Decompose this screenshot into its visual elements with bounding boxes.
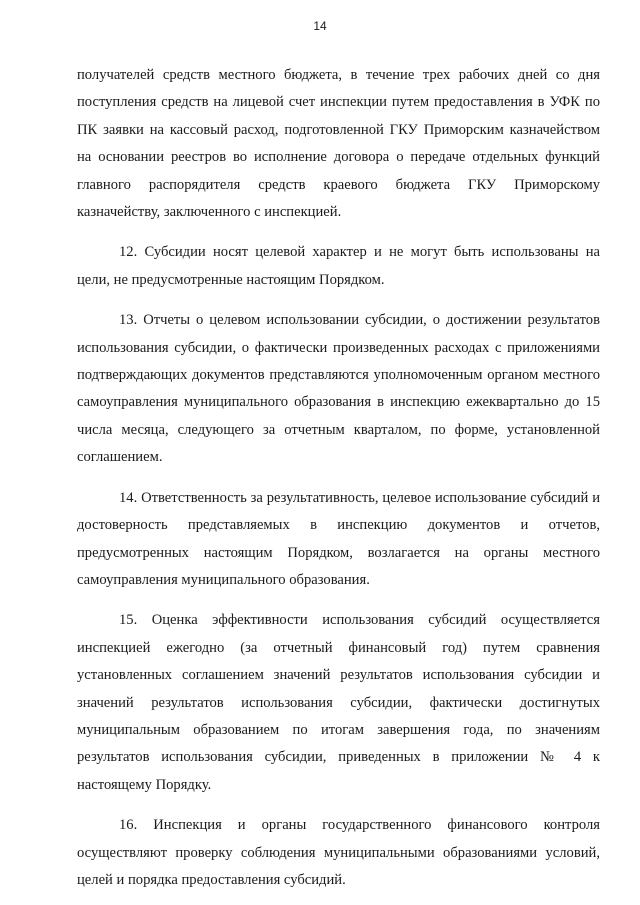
paragraph-13: 13. Отчеты о целевом использовании субсидии, о достижении результатов использования субсидии, о фактически произведенных расходах с приложениями подтверждающих документов представляются уполномоченным органом местного самоуправления муниципального образования в инспекцию ежеквартально до 15 числа месяца, следующего за отчетным кварталом, по форме, установленной соглашением. bbox=[77, 312, 600, 466]
document-body bbox=[77, 62, 600, 894]
page-number: 14 bbox=[313, 19, 327, 33]
paragraph-15: 15. Оценка эффективности использования субсидий осуществляется инспекцией ежегодно (за отчетный финансовый год) путем сравнения установленных соглашением значений результатов использования субсидии и значений результатов использования субсидии, фактически достигнутых муниципальным образованием по итогам завершения года, по значениям результатов использования субсидии, приведенных в приложении № 4 к настоящему Порядку. bbox=[77, 612, 600, 793]
paragraph-12: 12. Субсидии носят целевой характер и не могут быть использованы на цели, не предусмотренные настоящим Порядком. bbox=[77, 244, 600, 288]
paragraph-continuation: получателей средств местного бюджета, в течение трех рабочих дней со дня поступления средств на лицевой счет инспекции путем предоставления в УФК по ПК заявки на кассовый расход, подготовленной ГКУ Приморским казначейством на основании реестров во исполнение договора о передаче отдельных функций главного распорядителя средств краевого бюджета ГКУ Приморскому казначейству, заключенного с инспекцией. bbox=[77, 67, 600, 221]
paragraph-16: 16. Инспекция и органы государственного финансового контроля осуществляют проверку соблюдения муниципальными образованиями условий, целей и порядка предоставления субсидий. bbox=[77, 817, 600, 888]
paragraph-14: 14. Ответственность за результативность, целевое использование субсидий и достоверность представляемых в инспекцию документов и отчетов, предусмотренных настоящим Порядком, возлагается на органы местного самоуправления муниципального образования. bbox=[77, 489, 600, 588]
